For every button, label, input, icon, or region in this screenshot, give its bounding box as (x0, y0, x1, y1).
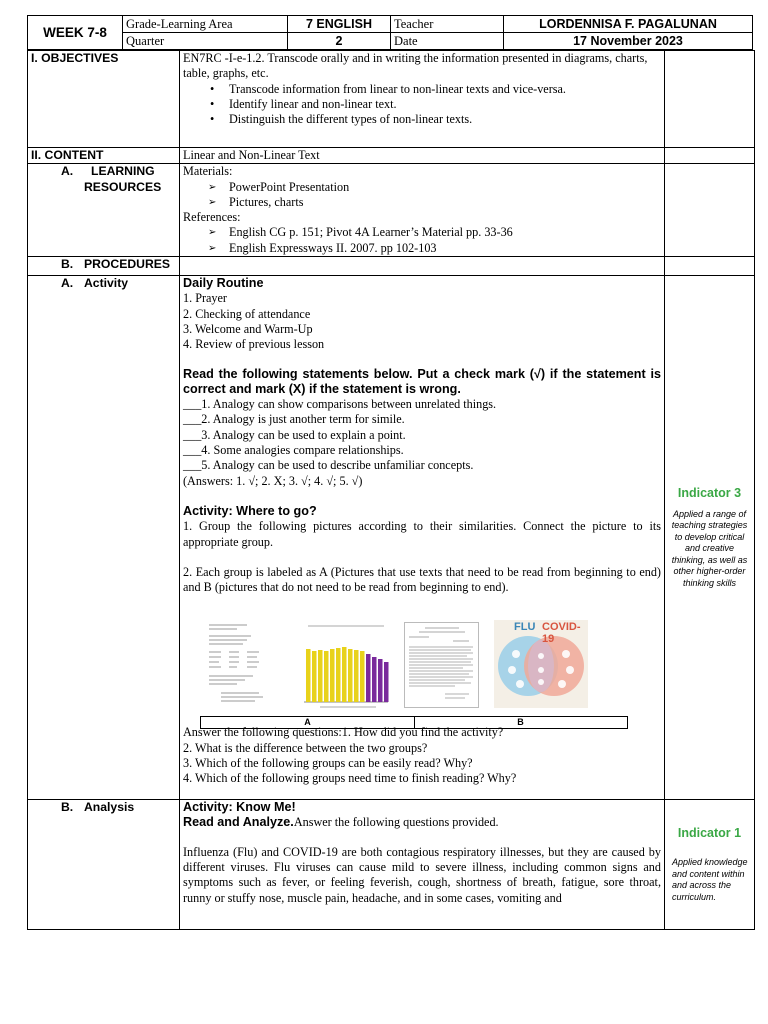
content-value: Linear and Non-Linear Text (180, 148, 665, 164)
group-b-label: B (517, 717, 524, 727)
bar-chart-image (300, 622, 392, 710)
analysis-row (28, 800, 755, 930)
where-to-go-title: Activity: Where to go? (183, 503, 317, 518)
reference-item: ➢ English Expressways II. 2007. pp 102-103 (183, 241, 661, 256)
check-instruction: Read the following statements below. Put a check mark (√) if the statement is correct and mark (X) if the statement is wrong. (183, 366, 661, 396)
quarter-label: Quarter (123, 33, 288, 50)
question-item: 4. Which of the following groups need time to finish reading? Why? (183, 771, 517, 786)
objectives-row (28, 51, 755, 148)
objectives-notes (665, 51, 755, 148)
resources-notes (665, 164, 755, 257)
influenza-paragraph: Influenza (Flu) and COVID-19 are both contagious respiratory illnesses, but they are caused by different viruses. Flu viruses can cause mild to severe illness, including common signs and symptoms such as fever, or feeling feverish, cough, shortness of breath, fatigue, sore throat, runny or stuffy nose, muscle pain, headache, and in some cases, vomiting and (183, 844, 661, 905)
statement-item: ___3. Analogy can be used to explain a point. (183, 427, 406, 442)
materials-label: Materials: (183, 164, 233, 179)
quarter-value: 2 (288, 33, 391, 50)
indicator-1-text: Applied knowledge and content within and across the curriculum. (672, 857, 748, 902)
objective-item: • Distinguish the different types of non-linear texts. (183, 112, 661, 127)
procedures-title: PROCEDURES (84, 257, 171, 272)
letter-document-image (404, 622, 479, 708)
references-label: References: (183, 210, 241, 225)
analysis-indicator (665, 800, 755, 930)
activity-label (28, 276, 180, 800)
flu-covid-infographic-image (494, 620, 588, 708)
activity-title: Activity (84, 276, 129, 291)
objectives-label: I. OBJECTIVES (28, 51, 180, 148)
read-analyze-label: Read and Analyze. (183, 815, 294, 830)
date-label: Date (391, 33, 504, 50)
competency-code: EN7RC -I-e-1.2. Transcode orally and in writing the information presented in diagrams, charts, table, graphs, etc. (183, 51, 648, 81)
routine-item: 1. Prayer (183, 291, 227, 306)
content-label: II. CONTENT (28, 148, 180, 164)
date-value: 17 November 2023 (504, 33, 753, 50)
resources-letter: A. (61, 164, 74, 179)
group-a-label: A (201, 717, 415, 728)
know-me-title: Activity: Know Me! (183, 800, 296, 815)
question-item: 3. Which of the following groups can be easily read? Why? (183, 756, 473, 771)
procedures-row (28, 257, 755, 276)
where-step-2: 2. Each group is labeled as A (Pictures that use texts that need to be read from beginning to end) and B (pictures that do not need to be read from beginning to end). (183, 564, 661, 595)
statement-item: ___5. Analogy can be used to describe unfamiliar concepts. (183, 458, 474, 473)
question-item: 2. What is the difference between the two groups? (183, 740, 428, 755)
statement-item: ___4. Some analogies compare relationships. (183, 443, 404, 458)
grade-area-label: Grade-Learning Area (123, 16, 288, 33)
objective-item: • Transcode information from linear to non-linear texts and vice-versa. (183, 82, 661, 97)
infographic-flu-label: FLU (514, 621, 536, 633)
objective-item: • Identify linear and non-linear text. (183, 97, 661, 112)
indicator-3-text: Applied a range of teaching strategies to develop critical and creative thinking, as well as other higher-order thinking skills (671, 508, 748, 588)
answer-key: (Answers: 1. √; 2. X; 3. √; 4. √; 5. √) (183, 473, 363, 488)
resources-label-line1: LEARNING (91, 164, 155, 179)
statement-item: ___2. Analogy is just another term for simile. (183, 412, 405, 427)
where-step-1: 1. Group the following pictures according to their similarities. Connect the picture to its appropriate group. (183, 519, 661, 549)
procedures-label (28, 257, 180, 276)
question-item: Answer the following questions:1. How did you find the activity? (183, 725, 504, 740)
routine-item: 3. Welcome and Warm-Up (183, 321, 313, 336)
procedures-content (180, 257, 665, 276)
activity-indicator (665, 276, 755, 800)
content-notes (665, 148, 755, 164)
routine-item: 2. Checking of attendance (183, 306, 311, 321)
resources-row (28, 164, 755, 257)
grade-area-value: 7 ENGLISH (288, 16, 391, 33)
teacher-label: Teacher (391, 16, 504, 33)
analysis-letter: B. (61, 800, 74, 815)
teacher-value: LORDENNISA F. PAGALUNAN (504, 16, 753, 33)
lesson-plan-table (27, 50, 755, 930)
indicator-1-title: Indicator 1 (677, 825, 742, 840)
indicator-3-title: Indicator 3 (677, 485, 742, 500)
objectives-content (180, 51, 665, 148)
analysis-content (180, 800, 665, 930)
resources-label (28, 164, 180, 257)
infographic-covid-label: COVID-19 (542, 621, 581, 645)
group-label-bar (200, 716, 628, 729)
content-row (28, 148, 755, 164)
resources-content (180, 164, 665, 257)
procedures-letter: B. (61, 257, 74, 272)
resources-label-line2: RESOURCES (84, 179, 162, 194)
routine-item: 4. Review of previous lesson (183, 337, 325, 352)
material-item: ➢ Pictures, charts (183, 195, 661, 210)
read-analyze-text: Answer the following questions provided. (293, 815, 499, 830)
week-label: WEEK 7-8 (28, 16, 123, 50)
activity-letter: A. (61, 276, 74, 291)
text-document-image (207, 622, 273, 708)
header-table (27, 15, 753, 50)
material-item: ➢ PowerPoint Presentation (183, 180, 661, 195)
analysis-label (28, 800, 180, 930)
reference-item: ➢ English CG p. 151; Pivot 4A Learner’s Material pp. 33-36 (183, 225, 661, 240)
analysis-title: Analysis (84, 800, 135, 815)
procedures-notes (665, 257, 755, 276)
statement-item: ___1. Analogy can show comparisons between unrelated things. (183, 397, 497, 412)
daily-routine-title: Daily Routine (183, 276, 264, 291)
